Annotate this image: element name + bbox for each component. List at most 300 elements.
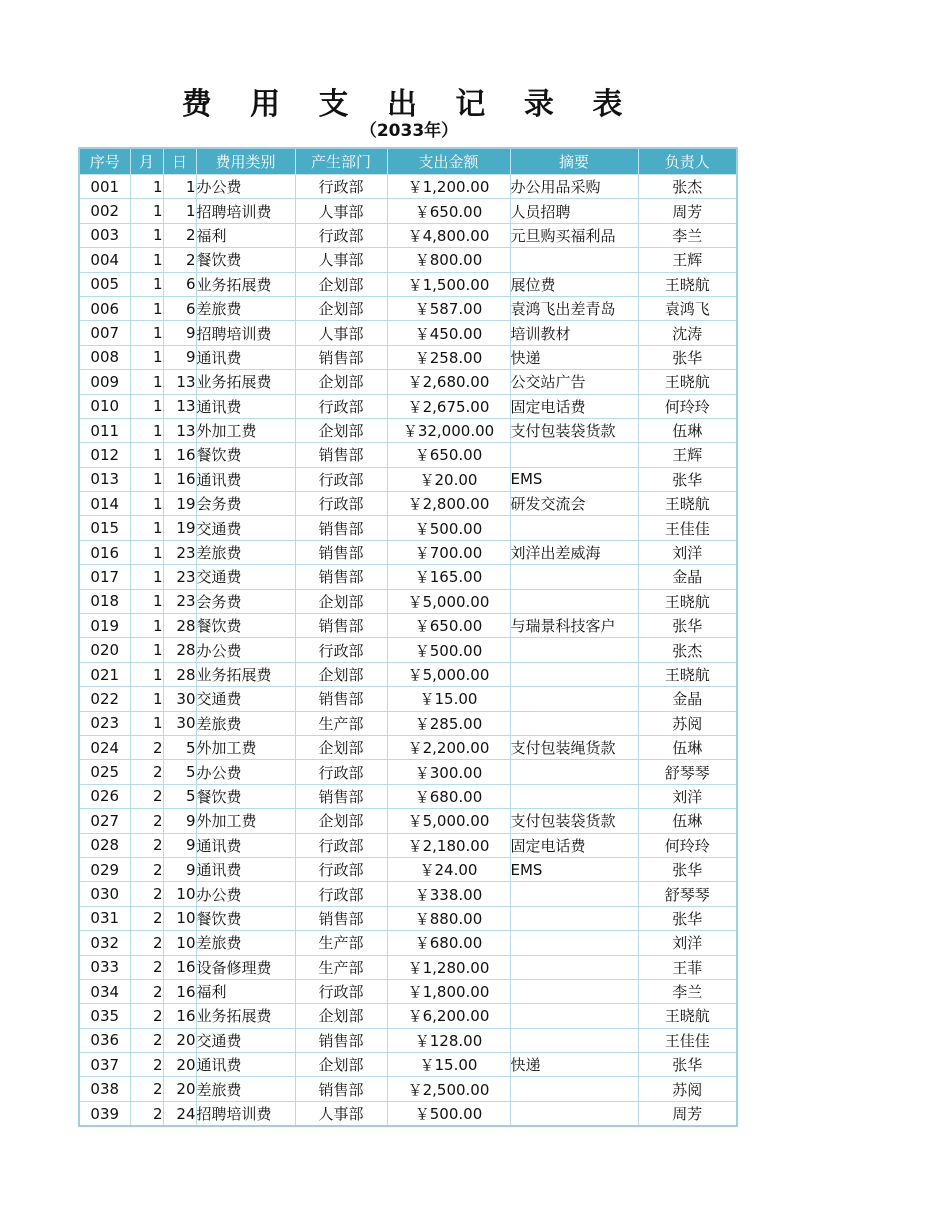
owner-cell[interactable]: 张华 bbox=[638, 857, 737, 881]
summary-cell[interactable]: 展位费 bbox=[510, 272, 638, 296]
serial-cell[interactable]: 029 bbox=[79, 857, 130, 881]
month-cell[interactable]: 1 bbox=[130, 199, 163, 223]
month-cell[interactable]: 1 bbox=[130, 516, 163, 540]
month-cell[interactable]: 2 bbox=[130, 955, 163, 979]
day-cell[interactable]: 16 bbox=[163, 467, 196, 491]
amount-cell[interactable]: ￥500.00 bbox=[387, 516, 510, 540]
category-cell[interactable]: 招聘培训费 bbox=[196, 199, 295, 223]
department-cell[interactable]: 人事部 bbox=[295, 199, 387, 223]
day-cell[interactable]: 2 bbox=[163, 248, 196, 272]
owner-cell[interactable]: 何玲玲 bbox=[638, 833, 737, 857]
category-cell[interactable]: 交通费 bbox=[196, 687, 295, 711]
serial-cell[interactable]: 032 bbox=[79, 931, 130, 955]
summary-cell[interactable] bbox=[510, 882, 638, 906]
day-cell[interactable]: 20 bbox=[163, 1028, 196, 1052]
owner-cell[interactable]: 王佳佳 bbox=[638, 1028, 737, 1052]
month-cell[interactable]: 1 bbox=[130, 272, 163, 296]
summary-cell[interactable]: 刘洋出差威海 bbox=[510, 540, 638, 564]
amount-cell[interactable]: ￥2,675.00 bbox=[387, 394, 510, 418]
day-cell[interactable]: 1 bbox=[163, 199, 196, 223]
owner-cell[interactable]: 张华 bbox=[638, 614, 737, 638]
category-cell[interactable]: 办公费 bbox=[196, 760, 295, 784]
category-cell[interactable]: 设备修理费 bbox=[196, 955, 295, 979]
department-cell[interactable]: 行政部 bbox=[295, 857, 387, 881]
serial-cell[interactable]: 006 bbox=[79, 296, 130, 320]
department-cell[interactable]: 行政部 bbox=[295, 760, 387, 784]
owner-cell[interactable]: 张华 bbox=[638, 467, 737, 491]
category-cell[interactable]: 福利 bbox=[196, 223, 295, 247]
day-cell[interactable]: 5 bbox=[163, 735, 196, 759]
owner-cell[interactable]: 金晶 bbox=[638, 687, 737, 711]
serial-cell[interactable]: 022 bbox=[79, 687, 130, 711]
month-cell[interactable]: 2 bbox=[130, 906, 163, 930]
month-cell[interactable]: 1 bbox=[130, 589, 163, 613]
owner-cell[interactable]: 李兰 bbox=[638, 979, 737, 1003]
month-cell[interactable]: 1 bbox=[130, 492, 163, 516]
day-cell[interactable]: 9 bbox=[163, 833, 196, 857]
summary-cell[interactable] bbox=[510, 565, 638, 589]
department-cell[interactable]: 行政部 bbox=[295, 979, 387, 1003]
department-cell[interactable]: 行政部 bbox=[295, 223, 387, 247]
amount-cell[interactable]: ￥5,000.00 bbox=[387, 589, 510, 613]
day-cell[interactable]: 28 bbox=[163, 662, 196, 686]
summary-cell[interactable]: 支付包装袋货款 bbox=[510, 418, 638, 442]
amount-cell[interactable]: ￥1,500.00 bbox=[387, 272, 510, 296]
department-cell[interactable]: 销售部 bbox=[295, 687, 387, 711]
serial-cell[interactable]: 015 bbox=[79, 516, 130, 540]
summary-cell[interactable] bbox=[510, 589, 638, 613]
serial-cell[interactable]: 021 bbox=[79, 662, 130, 686]
category-cell[interactable]: 办公费 bbox=[196, 175, 295, 199]
category-cell[interactable]: 餐饮费 bbox=[196, 784, 295, 808]
category-cell[interactable]: 业务拓展费 bbox=[196, 662, 295, 686]
serial-cell[interactable]: 009 bbox=[79, 370, 130, 394]
month-cell[interactable]: 1 bbox=[130, 638, 163, 662]
department-cell[interactable]: 销售部 bbox=[295, 1028, 387, 1052]
department-cell[interactable]: 企划部 bbox=[295, 1053, 387, 1077]
month-cell[interactable]: 1 bbox=[130, 565, 163, 589]
department-cell[interactable]: 生产部 bbox=[295, 955, 387, 979]
amount-cell[interactable]: ￥2,680.00 bbox=[387, 370, 510, 394]
serial-cell[interactable]: 024 bbox=[79, 735, 130, 759]
department-cell[interactable]: 销售部 bbox=[295, 540, 387, 564]
category-cell[interactable]: 餐饮费 bbox=[196, 443, 295, 467]
summary-cell[interactable]: EMS bbox=[510, 857, 638, 881]
day-cell[interactable]: 10 bbox=[163, 931, 196, 955]
day-cell[interactable]: 19 bbox=[163, 492, 196, 516]
category-cell[interactable]: 交通费 bbox=[196, 516, 295, 540]
owner-cell[interactable]: 苏阅 bbox=[638, 1077, 737, 1101]
month-cell[interactable]: 1 bbox=[130, 321, 163, 345]
summary-cell[interactable] bbox=[510, 1004, 638, 1028]
serial-cell[interactable]: 014 bbox=[79, 492, 130, 516]
amount-cell[interactable]: ￥1,280.00 bbox=[387, 955, 510, 979]
department-cell[interactable]: 销售部 bbox=[295, 516, 387, 540]
owner-cell[interactable]: 袁鸿飞 bbox=[638, 296, 737, 320]
day-cell[interactable]: 9 bbox=[163, 321, 196, 345]
amount-cell[interactable]: ￥2,500.00 bbox=[387, 1077, 510, 1101]
category-cell[interactable]: 餐饮费 bbox=[196, 248, 295, 272]
serial-cell[interactable]: 036 bbox=[79, 1028, 130, 1052]
month-cell[interactable]: 2 bbox=[130, 882, 163, 906]
department-cell[interactable]: 行政部 bbox=[295, 394, 387, 418]
day-cell[interactable]: 23 bbox=[163, 565, 196, 589]
department-cell[interactable]: 销售部 bbox=[295, 565, 387, 589]
summary-cell[interactable] bbox=[510, 1101, 638, 1126]
amount-cell[interactable]: ￥32,000.00 bbox=[387, 418, 510, 442]
day-cell[interactable]: 9 bbox=[163, 857, 196, 881]
owner-cell[interactable]: 伍琳 bbox=[638, 735, 737, 759]
summary-cell[interactable] bbox=[510, 687, 638, 711]
department-cell[interactable]: 行政部 bbox=[295, 882, 387, 906]
owner-cell[interactable]: 苏阅 bbox=[638, 711, 737, 735]
day-cell[interactable]: 9 bbox=[163, 809, 196, 833]
day-cell[interactable]: 19 bbox=[163, 516, 196, 540]
serial-cell[interactable]: 005 bbox=[79, 272, 130, 296]
amount-cell[interactable]: ￥680.00 bbox=[387, 784, 510, 808]
day-cell[interactable]: 20 bbox=[163, 1077, 196, 1101]
serial-cell[interactable]: 034 bbox=[79, 979, 130, 1003]
month-cell[interactable]: 2 bbox=[130, 1004, 163, 1028]
amount-cell[interactable]: ￥15.00 bbox=[387, 687, 510, 711]
summary-cell[interactable]: 支付包装绳货款 bbox=[510, 735, 638, 759]
category-cell[interactable]: 通讯费 bbox=[196, 467, 295, 491]
amount-cell[interactable]: ￥680.00 bbox=[387, 931, 510, 955]
day-cell[interactable]: 6 bbox=[163, 272, 196, 296]
day-cell[interactable]: 16 bbox=[163, 1004, 196, 1028]
amount-cell[interactable]: ￥128.00 bbox=[387, 1028, 510, 1052]
owner-cell[interactable]: 王晓航 bbox=[638, 272, 737, 296]
category-cell[interactable]: 交通费 bbox=[196, 565, 295, 589]
summary-cell[interactable] bbox=[510, 662, 638, 686]
month-cell[interactable]: 1 bbox=[130, 711, 163, 735]
department-cell[interactable]: 企划部 bbox=[295, 662, 387, 686]
month-cell[interactable]: 1 bbox=[130, 418, 163, 442]
month-cell[interactable]: 2 bbox=[130, 760, 163, 784]
category-cell[interactable]: 差旅费 bbox=[196, 711, 295, 735]
day-cell[interactable]: 28 bbox=[163, 614, 196, 638]
day-cell[interactable]: 24 bbox=[163, 1101, 196, 1126]
summary-cell[interactable]: 与瑞景科技客户 bbox=[510, 614, 638, 638]
category-cell[interactable]: 外加工费 bbox=[196, 809, 295, 833]
summary-cell[interactable]: EMS bbox=[510, 467, 638, 491]
month-cell[interactable]: 2 bbox=[130, 833, 163, 857]
department-cell[interactable]: 人事部 bbox=[295, 248, 387, 272]
month-cell[interactable]: 1 bbox=[130, 223, 163, 247]
amount-cell[interactable]: ￥2,200.00 bbox=[387, 735, 510, 759]
summary-cell[interactable]: 人员招聘 bbox=[510, 199, 638, 223]
month-cell[interactable]: 2 bbox=[130, 784, 163, 808]
owner-cell[interactable]: 张华 bbox=[638, 345, 737, 369]
amount-cell[interactable]: ￥650.00 bbox=[387, 443, 510, 467]
serial-cell[interactable]: 002 bbox=[79, 199, 130, 223]
day-cell[interactable]: 23 bbox=[163, 540, 196, 564]
month-cell[interactable]: 2 bbox=[130, 931, 163, 955]
category-cell[interactable]: 餐饮费 bbox=[196, 614, 295, 638]
department-cell[interactable]: 销售部 bbox=[295, 906, 387, 930]
amount-cell[interactable]: ￥500.00 bbox=[387, 1101, 510, 1126]
month-cell[interactable]: 1 bbox=[130, 540, 163, 564]
day-cell[interactable]: 1 bbox=[163, 175, 196, 199]
owner-cell[interactable]: 伍琳 bbox=[638, 418, 737, 442]
owner-cell[interactable]: 张华 bbox=[638, 1053, 737, 1077]
category-cell[interactable]: 招聘培训费 bbox=[196, 321, 295, 345]
category-cell[interactable]: 餐饮费 bbox=[196, 906, 295, 930]
serial-cell[interactable]: 008 bbox=[79, 345, 130, 369]
summary-cell[interactable]: 研发交流会 bbox=[510, 492, 638, 516]
day-cell[interactable]: 16 bbox=[163, 979, 196, 1003]
owner-cell[interactable]: 张杰 bbox=[638, 175, 737, 199]
category-cell[interactable]: 交通费 bbox=[196, 1028, 295, 1052]
amount-cell[interactable]: ￥20.00 bbox=[387, 467, 510, 491]
department-cell[interactable]: 销售部 bbox=[295, 784, 387, 808]
month-cell[interactable]: 2 bbox=[130, 1077, 163, 1101]
category-cell[interactable]: 福利 bbox=[196, 979, 295, 1003]
serial-cell[interactable]: 023 bbox=[79, 711, 130, 735]
department-cell[interactable]: 企划部 bbox=[295, 735, 387, 759]
department-cell[interactable]: 行政部 bbox=[295, 467, 387, 491]
day-cell[interactable]: 2 bbox=[163, 223, 196, 247]
amount-cell[interactable]: ￥650.00 bbox=[387, 199, 510, 223]
owner-cell[interactable]: 李兰 bbox=[638, 223, 737, 247]
amount-cell[interactable]: ￥1,800.00 bbox=[387, 979, 510, 1003]
summary-cell[interactable] bbox=[510, 784, 638, 808]
summary-cell[interactable] bbox=[510, 931, 638, 955]
serial-cell[interactable]: 001 bbox=[79, 175, 130, 199]
serial-cell[interactable]: 016 bbox=[79, 540, 130, 564]
department-cell[interactable]: 生产部 bbox=[295, 711, 387, 735]
month-cell[interactable]: 2 bbox=[130, 979, 163, 1003]
serial-cell[interactable]: 031 bbox=[79, 906, 130, 930]
serial-cell[interactable]: 033 bbox=[79, 955, 130, 979]
owner-cell[interactable]: 王晓航 bbox=[638, 1004, 737, 1028]
amount-cell[interactable]: ￥300.00 bbox=[387, 760, 510, 784]
summary-cell[interactable]: 支付包装袋货款 bbox=[510, 809, 638, 833]
day-cell[interactable]: 20 bbox=[163, 1053, 196, 1077]
department-cell[interactable]: 企划部 bbox=[295, 1004, 387, 1028]
month-cell[interactable]: 2 bbox=[130, 1028, 163, 1052]
summary-cell[interactable]: 公交站广告 bbox=[510, 370, 638, 394]
summary-cell[interactable]: 固定电话费 bbox=[510, 833, 638, 857]
department-cell[interactable]: 行政部 bbox=[295, 638, 387, 662]
serial-cell[interactable]: 026 bbox=[79, 784, 130, 808]
day-cell[interactable]: 23 bbox=[163, 589, 196, 613]
amount-cell[interactable]: ￥450.00 bbox=[387, 321, 510, 345]
serial-cell[interactable]: 012 bbox=[79, 443, 130, 467]
department-cell[interactable]: 销售部 bbox=[295, 1077, 387, 1101]
month-cell[interactable]: 2 bbox=[130, 1053, 163, 1077]
department-cell[interactable]: 销售部 bbox=[295, 614, 387, 638]
summary-cell[interactable]: 固定电话费 bbox=[510, 394, 638, 418]
owner-cell[interactable]: 王辉 bbox=[638, 443, 737, 467]
summary-cell[interactable] bbox=[510, 955, 638, 979]
month-cell[interactable]: 1 bbox=[130, 394, 163, 418]
category-cell[interactable]: 办公费 bbox=[196, 882, 295, 906]
amount-cell[interactable]: ￥4,800.00 bbox=[387, 223, 510, 247]
owner-cell[interactable]: 王晓航 bbox=[638, 492, 737, 516]
serial-cell[interactable]: 007 bbox=[79, 321, 130, 345]
category-cell[interactable]: 通讯费 bbox=[196, 394, 295, 418]
summary-cell[interactable] bbox=[510, 638, 638, 662]
month-cell[interactable]: 1 bbox=[130, 296, 163, 320]
department-cell[interactable]: 企划部 bbox=[295, 296, 387, 320]
amount-cell[interactable]: ￥5,000.00 bbox=[387, 662, 510, 686]
department-cell[interactable]: 人事部 bbox=[295, 1101, 387, 1126]
category-cell[interactable]: 业务拓展费 bbox=[196, 272, 295, 296]
owner-cell[interactable]: 王辉 bbox=[638, 248, 737, 272]
department-cell[interactable]: 生产部 bbox=[295, 931, 387, 955]
owner-cell[interactable]: 金晶 bbox=[638, 565, 737, 589]
amount-cell[interactable]: ￥6,200.00 bbox=[387, 1004, 510, 1028]
owner-cell[interactable]: 刘洋 bbox=[638, 540, 737, 564]
month-cell[interactable]: 2 bbox=[130, 857, 163, 881]
serial-cell[interactable]: 018 bbox=[79, 589, 130, 613]
amount-cell[interactable]: ￥165.00 bbox=[387, 565, 510, 589]
category-cell[interactable]: 差旅费 bbox=[196, 540, 295, 564]
amount-cell[interactable]: ￥587.00 bbox=[387, 296, 510, 320]
owner-cell[interactable]: 王晓航 bbox=[638, 662, 737, 686]
amount-cell[interactable]: ￥700.00 bbox=[387, 540, 510, 564]
serial-cell[interactable]: 004 bbox=[79, 248, 130, 272]
amount-cell[interactable]: ￥2,800.00 bbox=[387, 492, 510, 516]
summary-cell[interactable] bbox=[510, 979, 638, 1003]
serial-cell[interactable]: 030 bbox=[79, 882, 130, 906]
day-cell[interactable]: 6 bbox=[163, 296, 196, 320]
day-cell[interactable]: 10 bbox=[163, 906, 196, 930]
department-cell[interactable]: 企划部 bbox=[295, 809, 387, 833]
owner-cell[interactable]: 沈涛 bbox=[638, 321, 737, 345]
day-cell[interactable]: 30 bbox=[163, 687, 196, 711]
department-cell[interactable]: 企划部 bbox=[295, 418, 387, 442]
month-cell[interactable]: 2 bbox=[130, 735, 163, 759]
month-cell[interactable]: 2 bbox=[130, 809, 163, 833]
summary-cell[interactable] bbox=[510, 1028, 638, 1052]
serial-cell[interactable]: 039 bbox=[79, 1101, 130, 1126]
department-cell[interactable]: 行政部 bbox=[295, 833, 387, 857]
day-cell[interactable]: 28 bbox=[163, 638, 196, 662]
day-cell[interactable]: 13 bbox=[163, 418, 196, 442]
category-cell[interactable]: 通讯费 bbox=[196, 833, 295, 857]
serial-cell[interactable]: 028 bbox=[79, 833, 130, 857]
summary-cell[interactable] bbox=[510, 516, 638, 540]
serial-cell[interactable]: 038 bbox=[79, 1077, 130, 1101]
serial-cell[interactable]: 035 bbox=[79, 1004, 130, 1028]
category-cell[interactable]: 业务拓展费 bbox=[196, 370, 295, 394]
month-cell[interactable]: 2 bbox=[130, 1101, 163, 1126]
day-cell[interactable]: 16 bbox=[163, 955, 196, 979]
month-cell[interactable]: 1 bbox=[130, 175, 163, 199]
owner-cell[interactable]: 周芳 bbox=[638, 199, 737, 223]
summary-cell[interactable] bbox=[510, 1077, 638, 1101]
day-cell[interactable]: 10 bbox=[163, 882, 196, 906]
category-cell[interactable]: 招聘培训费 bbox=[196, 1101, 295, 1126]
department-cell[interactable]: 企划部 bbox=[295, 370, 387, 394]
category-cell[interactable]: 办公费 bbox=[196, 638, 295, 662]
serial-cell[interactable]: 020 bbox=[79, 638, 130, 662]
month-cell[interactable]: 1 bbox=[130, 370, 163, 394]
category-cell[interactable]: 外加工费 bbox=[196, 418, 295, 442]
owner-cell[interactable]: 舒琴琴 bbox=[638, 882, 737, 906]
category-cell[interactable]: 通讯费 bbox=[196, 345, 295, 369]
summary-cell[interactable]: 快递 bbox=[510, 1053, 638, 1077]
department-cell[interactable]: 企划部 bbox=[295, 272, 387, 296]
month-cell[interactable]: 1 bbox=[130, 248, 163, 272]
category-cell[interactable]: 差旅费 bbox=[196, 1077, 295, 1101]
owner-cell[interactable]: 王佳佳 bbox=[638, 516, 737, 540]
amount-cell[interactable]: ￥880.00 bbox=[387, 906, 510, 930]
owner-cell[interactable]: 王菲 bbox=[638, 955, 737, 979]
amount-cell[interactable]: ￥800.00 bbox=[387, 248, 510, 272]
month-cell[interactable]: 1 bbox=[130, 662, 163, 686]
day-cell[interactable]: 5 bbox=[163, 784, 196, 808]
amount-cell[interactable]: ￥258.00 bbox=[387, 345, 510, 369]
serial-cell[interactable]: 013 bbox=[79, 467, 130, 491]
owner-cell[interactable]: 何玲玲 bbox=[638, 394, 737, 418]
month-cell[interactable]: 1 bbox=[130, 614, 163, 638]
owner-cell[interactable]: 舒琴琴 bbox=[638, 760, 737, 784]
serial-cell[interactable]: 037 bbox=[79, 1053, 130, 1077]
day-cell[interactable]: 30 bbox=[163, 711, 196, 735]
serial-cell[interactable]: 025 bbox=[79, 760, 130, 784]
summary-cell[interactable]: 元旦购买福利品 bbox=[510, 223, 638, 247]
category-cell[interactable]: 差旅费 bbox=[196, 931, 295, 955]
department-cell[interactable]: 人事部 bbox=[295, 321, 387, 345]
amount-cell[interactable]: ￥24.00 bbox=[387, 857, 510, 881]
day-cell[interactable]: 13 bbox=[163, 394, 196, 418]
department-cell[interactable]: 销售部 bbox=[295, 345, 387, 369]
category-cell[interactable]: 业务拓展费 bbox=[196, 1004, 295, 1028]
owner-cell[interactable]: 王晓航 bbox=[638, 370, 737, 394]
category-cell[interactable]: 通讯费 bbox=[196, 857, 295, 881]
summary-cell[interactable]: 袁鸿飞出差青岛 bbox=[510, 296, 638, 320]
serial-cell[interactable]: 003 bbox=[79, 223, 130, 247]
summary-cell[interactable]: 培训教材 bbox=[510, 321, 638, 345]
amount-cell[interactable]: ￥285.00 bbox=[387, 711, 510, 735]
summary-cell[interactable] bbox=[510, 443, 638, 467]
summary-cell[interactable] bbox=[510, 248, 638, 272]
category-cell[interactable]: 通讯费 bbox=[196, 1053, 295, 1077]
month-cell[interactable]: 1 bbox=[130, 687, 163, 711]
owner-cell[interactable]: 张杰 bbox=[638, 638, 737, 662]
owner-cell[interactable]: 周芳 bbox=[638, 1101, 737, 1126]
day-cell[interactable]: 13 bbox=[163, 370, 196, 394]
amount-cell[interactable]: ￥500.00 bbox=[387, 638, 510, 662]
amount-cell[interactable]: ￥5,000.00 bbox=[387, 809, 510, 833]
owner-cell[interactable]: 王晓航 bbox=[638, 589, 737, 613]
department-cell[interactable]: 行政部 bbox=[295, 175, 387, 199]
owner-cell[interactable]: 张华 bbox=[638, 906, 737, 930]
category-cell[interactable]: 会务费 bbox=[196, 492, 295, 516]
summary-cell[interactable] bbox=[510, 760, 638, 784]
day-cell[interactable]: 5 bbox=[163, 760, 196, 784]
day-cell[interactable]: 16 bbox=[163, 443, 196, 467]
month-cell[interactable]: 1 bbox=[130, 345, 163, 369]
amount-cell[interactable]: ￥2,180.00 bbox=[387, 833, 510, 857]
serial-cell[interactable]: 027 bbox=[79, 809, 130, 833]
owner-cell[interactable]: 刘洋 bbox=[638, 784, 737, 808]
summary-cell[interactable] bbox=[510, 711, 638, 735]
amount-cell[interactable]: ￥1,200.00 bbox=[387, 175, 510, 199]
serial-cell[interactable]: 010 bbox=[79, 394, 130, 418]
department-cell[interactable]: 行政部 bbox=[295, 492, 387, 516]
category-cell[interactable]: 会务费 bbox=[196, 589, 295, 613]
summary-cell[interactable]: 快递 bbox=[510, 345, 638, 369]
month-cell[interactable]: 1 bbox=[130, 467, 163, 491]
summary-cell[interactable]: 办公用品采购 bbox=[510, 175, 638, 199]
day-cell[interactable]: 9 bbox=[163, 345, 196, 369]
serial-cell[interactable]: 017 bbox=[79, 565, 130, 589]
amount-cell[interactable]: ￥650.00 bbox=[387, 614, 510, 638]
